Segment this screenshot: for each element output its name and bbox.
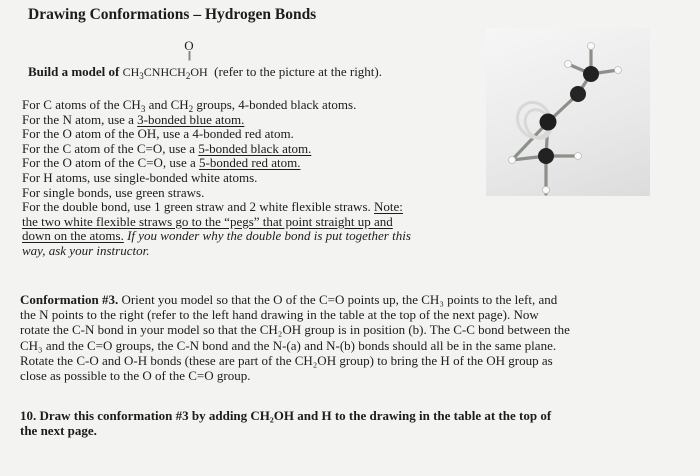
carbonyl-o: O [184,38,194,53]
instruction-line: For the N atom, use a 3-bonded blue atom. [22,111,245,127]
instruction-line: down on the atoms. If you wonder why the double bond is put together this [22,228,411,244]
conformation-line: close as possible to the O of the C=O group. [20,368,251,384]
question-10 [20,408,660,439]
page-title: Drawing Conformations – Hydrogen Bonds [28,6,317,23]
build-label: Build a model of [28,64,120,79]
carbonyl-double-bond: || [187,50,190,61]
molecular-model-icon [486,28,650,196]
carbonyl-oxygen-label [182,40,196,60]
conformation-line: CH₃ and the C=O groups, the C-N bond and the N-(a) and N-(b) bonds should all be in the same plane. [20,337,557,353]
conformation-line: Rotate the C-O and O-H bonds (these are part of the CH₂OH group) to bring the H of the OH group as [20,352,553,368]
question-line: 10. Draw this conformation #3 by adding CH₂OH and H to the drawing in the table at the top of [20,408,552,423]
instruction-line: For the C atom of the C=O, use a 5-bonded black atom. [22,140,312,156]
refer-text: (refer to the picture at the right). [214,64,382,79]
instruction-line: For single bonds, use green straws. [22,184,205,200]
question-line: the next page. [20,423,97,439]
conformation-paragraph: Conformation #3. Orient you model so that the O of the C=O points up, the CH₃ points to the left, and the N points to the right (refer to the left hand drawing in the table at the top of the next page). Now rotate the C-N bond in your model so that the CH₂OH group is in position (b). The C-C bond between the CH₃ and the C=O groups, the C-N bond and the N-(a) and N-(b) bonds should all be in the same plane. Rotate the C-O and O-H bonds (these are part of the CH₂OH group) to bring the H of the OH group as close as possible to the O of the C=O group. [20,292,660,383]
conformation-line: rotate the C-N bond in your model so that the CH₂OH group is in position (b). The C-C bond between the [20,322,570,338]
instruction-line: For C atoms of the $CH_3$ and $CH_2$ groups, 4-bonded black atoms. [22,97,357,114]
instruction-list [22,98,482,259]
instruction-line: For the double bond, use 1 green straw and 2 white flexible straws. Note: [22,199,403,215]
instruction-line: the two white flexible straws go to the “pegs” that point straight up and [22,213,393,229]
instruction-line: For the O atom of the OH, use a 4-bonded red atom. [22,126,294,142]
instruction-line: For H atoms, use single-bonded white atoms. [22,169,258,185]
molecular-model-photo [486,28,650,196]
instruction-line: way, ask your instructor. [22,242,150,258]
instruction-line: For the O atom of the C=O, use a 5-bonded red atom. [22,155,301,171]
molecule-formula: $CH_3CNHCH_2OH$ [122,65,208,81]
conformation-heading: Conformation #3. [20,292,119,307]
build-model-line [28,64,382,80]
conformation-line: the N points to the right (refer to the left hand drawing in the table at the top of the next page). Now [20,307,539,323]
